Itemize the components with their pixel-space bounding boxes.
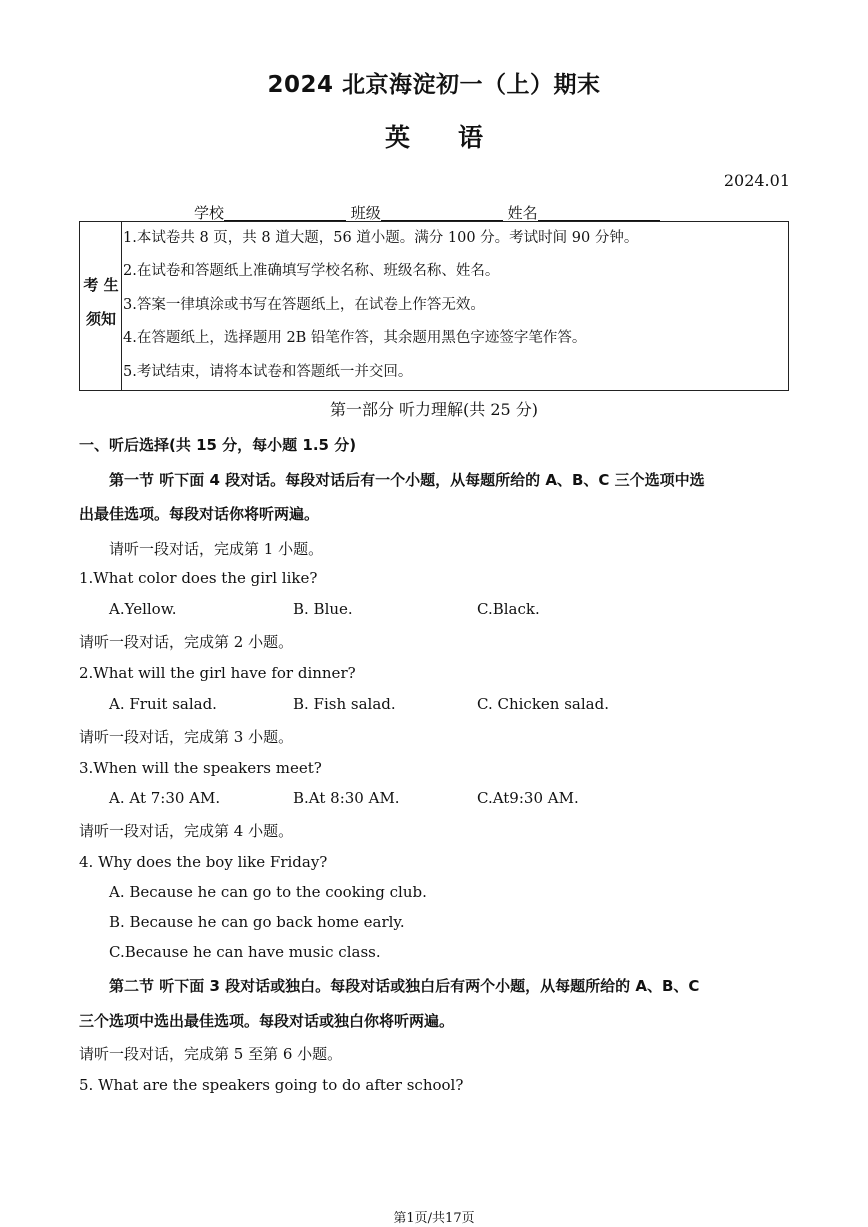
question-2: 2.What will the girl have for dinner? <box>79 664 356 682</box>
q2-option-a: A. Fruit salad. <box>109 695 217 713</box>
q3-option-c: C.At9:30 AM. <box>477 789 579 807</box>
school-blank <box>224 204 346 221</box>
listen-instruction: 请听一段对话，完成第 2 小题。 <box>79 633 294 651</box>
section1-instructions: 第一节 听下面 4 段对话。每段对话后有一个小题，从每题所给的 A、B、C 三个选项中选 <box>109 471 705 489</box>
class-label: 班级 <box>350 204 381 222</box>
question-5: 5. What are the speakers going to do after school? <box>79 1076 464 1094</box>
q2-option-b: B. Fish salad. <box>293 695 396 713</box>
exam-date: 2024.01 <box>723 171 790 190</box>
name-label: 姓名 <box>507 204 538 222</box>
listen-instruction: 请听一段对话，完成第 3 小题。 <box>79 728 294 746</box>
question-3: 3.When will the speakers meet? <box>79 759 322 777</box>
q3-option-b: B.At 8:30 AM. <box>293 789 400 807</box>
notice-item: 3.答案一律填涂或书写在答题纸上，在试卷上作答无效。 <box>123 297 485 313</box>
listen-instruction: 请听一段对话，完成第 1 小题。 <box>109 540 324 558</box>
q4-option-b: B. Because he can go back home early. <box>109 913 405 931</box>
q4-option-c: C.Because he can have music class. <box>109 943 381 961</box>
notice-item: 4.在答题纸上，选择题用 2B 铅笔作答，其余题用黑色字迹签字笔作答。 <box>123 330 587 346</box>
listen-instruction: 请听一段对话，完成第 4 小题。 <box>79 822 294 840</box>
notice-item: 1.本试卷共 8 页，共 8 道大题，56 道小题。满分 100 分。考试时间 90 分钟。 <box>123 230 639 246</box>
section-heading: 一、听后选择(共 15 分，每小题 1.5 分) <box>79 436 357 454</box>
q3-option-a: A. At 7:30 AM. <box>109 789 221 807</box>
q1-option-a: A.Yellow. <box>109 600 177 618</box>
part-title: 第一部分 听力理解(共 25 分) <box>329 400 539 419</box>
q1-option-c: C.Black. <box>477 600 540 618</box>
school-label: 学校 <box>194 204 225 222</box>
q2-option-c: C. Chicken salad. <box>477 695 609 713</box>
page-number: 第1页/共17页 <box>393 1211 475 1226</box>
notice-item: 2.在试卷和答题纸上准确填写学校名称、班级名称、姓名。 <box>123 263 500 279</box>
exam-notice-box <box>79 221 789 391</box>
question-1: 1.What color does the girl like? <box>79 569 318 587</box>
question-4: 4. Why does the boy like Friday? <box>79 853 328 871</box>
section2-instructions: 第二节 听下面 3 段对话或独白。每段对话或独白后有两个小题，从每题所给的 A、B、C <box>109 977 700 995</box>
listen-instruction: 请听一段对话，完成第 5 至第 6 小题。 <box>79 1045 343 1063</box>
subject-title: 英 语 <box>384 123 484 152</box>
q4-option-a: A. Because he can go to the cooking club. <box>109 883 427 901</box>
class-blank <box>381 204 503 221</box>
section1-instructions-cont: 出最佳选项。每段对话你将听两遍。 <box>79 505 320 523</box>
exam-title: 2024 北京海淀初一（上）期末 <box>267 72 601 98</box>
q1-option-b: B. Blue. <box>293 600 353 618</box>
student-info-fields <box>194 202 660 223</box>
name-blank <box>538 204 660 221</box>
notice-label: 考 生 须知 <box>80 222 122 390</box>
notice-item: 5.考试结束，请将本试卷和答题纸一并交回。 <box>123 364 413 380</box>
section2-instructions-cont: 三个选项中选出最佳选项。每段对话或独白你将听两遍。 <box>79 1012 455 1030</box>
